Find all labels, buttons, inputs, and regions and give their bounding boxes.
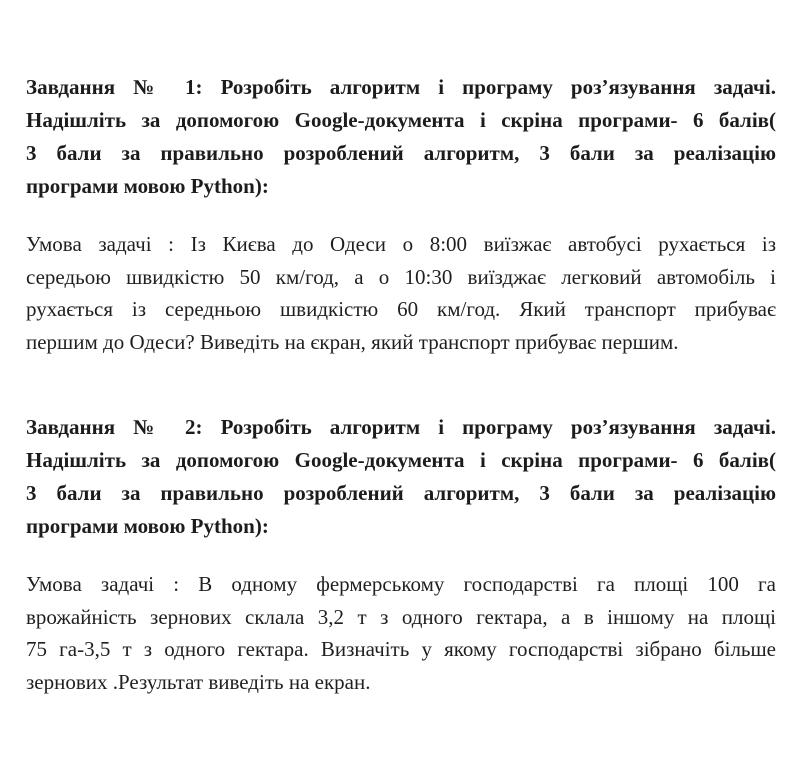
task-2-condition-line: Умова задачі : В одному фермерському господарстві га площі 100 га bbox=[26, 572, 776, 596]
task-2-condition-line: зернових .Результат виведіть на екран. bbox=[26, 669, 371, 694]
task-1-condition-line: середьою швидкістю 50 км/год, а о 10:30 виїзджає легковий автомобіль і bbox=[26, 264, 776, 289]
task-1-condition-line: першим до Одеси? Виведіть на єкран, який транспорт прибуває першим. bbox=[26, 329, 679, 354]
task-2-heading-line: 3 бали за правильно розроблений алгоритм, 3 бали за реалізацію bbox=[26, 481, 776, 505]
task-2-heading bbox=[26, 411, 776, 543]
task-2-heading-line: програми мовою Python): bbox=[26, 514, 269, 538]
task-1-heading-line: Надішліть за допомогою Google-документа і скріна програми- 6 балів( bbox=[26, 108, 776, 132]
task-2-heading-line: Надішліть за допомогою Google-документа і скріна програми- 6 балів( bbox=[26, 448, 776, 472]
task-1-condition-line: Умова задачі : Із Києва до Одеси о 8:00 виїзжає автобусі рухається із bbox=[26, 232, 776, 256]
task-1-condition bbox=[26, 228, 776, 358]
task-2-condition-line: 75 га-3,5 т з одного гектара. Визначіть у якому господарстві зібрано більше bbox=[26, 637, 776, 661]
task-1-heading-line: програми мовою Python): bbox=[26, 174, 269, 198]
task-2-heading-line: Завдання № 2: Розробіть алгоритм і програму роз’язування задачі. bbox=[26, 415, 776, 439]
task-1-heading bbox=[26, 71, 776, 203]
task-1-heading-line: 3 бали за правильно розроблений алгоритм, 3 бали за реалізацію bbox=[26, 141, 776, 165]
task-1-heading-line: Завдання № 1: Розробіть алгоритм і програму роз’язування задачі. bbox=[26, 75, 776, 99]
task-2-condition bbox=[26, 568, 776, 698]
task-2-condition-line: врожайність зернових склала 3,2 т з одного гектара, а в іншому на площі bbox=[26, 604, 776, 629]
task-1-condition-line: рухається із середньою швидкістю 60 км/год. Який транспорт прибуває bbox=[26, 297, 776, 321]
